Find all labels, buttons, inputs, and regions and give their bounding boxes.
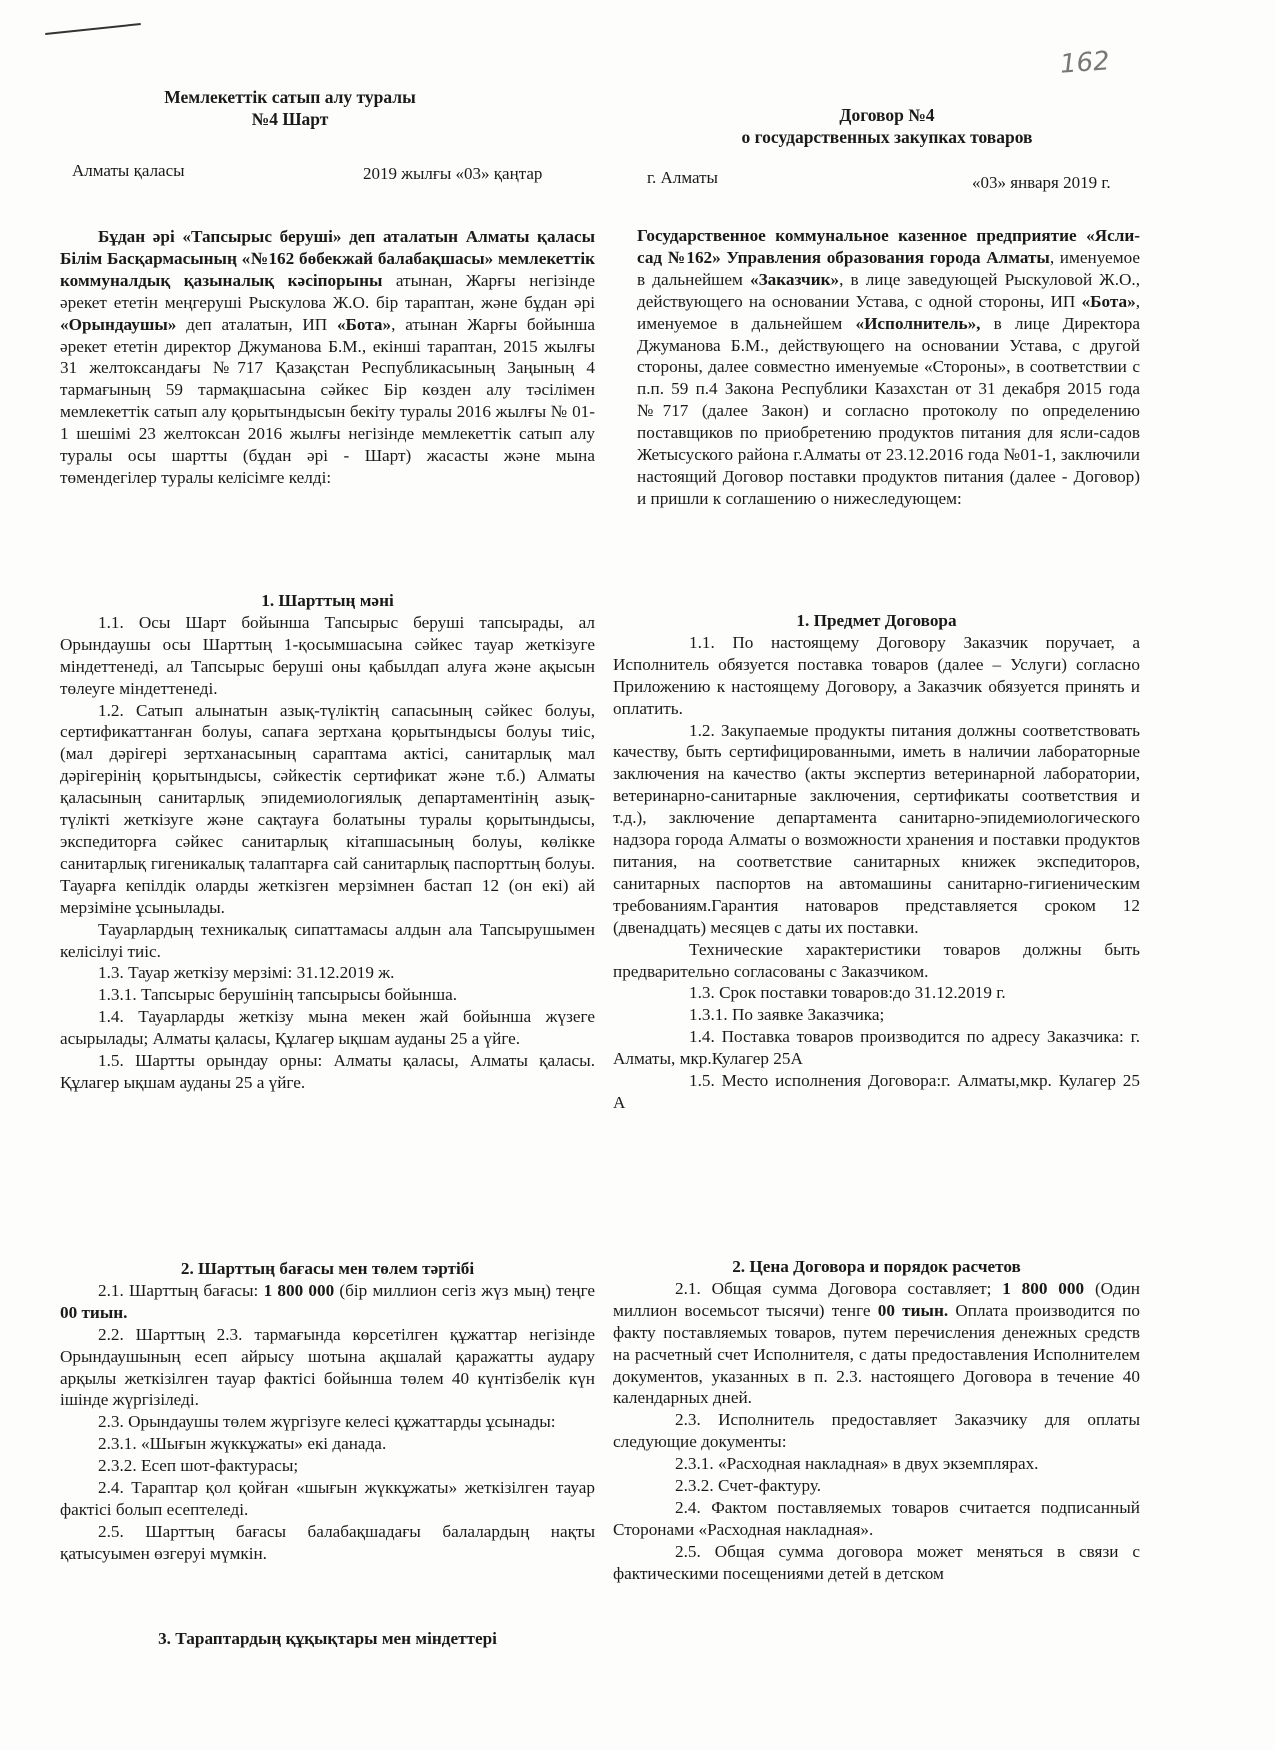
kz-preamble: [60, 226, 595, 489]
ru-section-1: [613, 610, 1140, 1114]
kz-sec1-title: 1. Шарттың мәні: [261, 591, 394, 610]
ru-sec2-title: 2. Цена Договора и порядок расчетов: [732, 1257, 1021, 1276]
kz-p2-5: 2.5. Шарттың бағасы балабақшадағы балалардың нақты қатысуымен өзгеруі мүмкін.: [60, 1521, 595, 1563]
ru-p2-3: 2.3. Исполнитель предоставляет Заказчику для оплаты следующие документы:: [613, 1410, 1140, 1452]
ru-city: г. Алматы: [647, 168, 718, 187]
ru-p1-1: 1.1. По настоящему Договору Заказчик поручает, а Исполнитель обязуется поставка товаров (далее – Услуги) согласно Приложению к настоящему Договору, а Заказчик обязуется принять и оплатить.: [613, 632, 1140, 718]
ru-p1-5: 1.5. Место исполнения Договора:г. Алматы,мкр. Кулагер 25 А: [613, 1071, 1140, 1112]
kz-preamble-bold: Бұдан әрі «Тапсырыс беруші» деп аталатын Алматы қаласы Білім Басқармасының «№162 бөбекжай балабақшасы» мемлекеттік коммуналдық қазыналық кәсіпорыны: [60, 227, 595, 290]
ru-p1-3-1: 1.3.1. По заявке Заказчика;: [689, 1005, 885, 1025]
ru-price-bold: 1 800 000: [1002, 1278, 1085, 1298]
kz-title: [120, 86, 460, 130]
kz-preamble-text1: атынан, Жарғы негізінде әрекет ететін меңгеруші Рыскулова Ж.О. бір тараптан, және бұдан әрі: [60, 270, 595, 312]
ru-sec1-title: 1. Предмет Договора: [796, 611, 957, 630]
kz-p2-3-1: 2.3.1. «Шығын жүккұжаты» екі данада.: [98, 1434, 387, 1454]
ru-preamble-text4: в лице Директора Джуманова Б.М., действующего на основании Устава, с другой стороны, далее совместно именуемые «Стороны», в соответствии с п.п. 59 п.4 Закона Республики Казахстан от 31 декабря 2015 года №717 (далее Закон) и согласно протоколу по определению поставщиков по приобретению продуктов питания для ясли-садов Жетысуского района г.Алматы от 23.12.2016 года №01-1, заключили настоящий Договор поставки продуктов питания (далее - Договор) и пришли к соглашению о нижеследующем:: [637, 313, 1140, 508]
ru-p1-2: 1.2. Закупаемые продукты питания должны соответствовать качеству, быть сертифицированными, иметь в наличии лабораторные заключения на качество (акты экспертиз ветеринарной лаборатории, ветеринарно-санитарные заключения, сертификаты соответствия и т.д.), заключение департамента санитарно-эпидемиологического надзора города Алматы о возможности хранения и поставки продуктов питания, на соответствие санитарных книжек экспедиторов, санитарных паспортов на автомашины санитарно-гигиеническим требованиям.Гарантия натоваров представляется сроком 12 (двенадцать) месяцев с даты их поставки.: [613, 720, 1140, 937]
kz-p1-3-1: 1.3.1. Тапсырыс берушінің тапсырысы бойынша.: [98, 985, 458, 1005]
kz-p1-5: 1.5. Шартты орындау орны: Алматы қаласы, Алматы қаласы. Құлагер ықшам ауданы 25 а үйге.: [60, 1051, 595, 1092]
kz-p2-1a: 2.1. Шарттың бағасы:: [98, 1280, 264, 1300]
ru-preamble-text1: , именуемое в дальнейшем: [637, 247, 1140, 289]
handwritten-page-number: 162: [1059, 46, 1111, 80]
kz-p1-3: 1.3. Тауар жеткізу мерзімі: 31.12.2019 ж.: [98, 963, 395, 983]
ru-executor-bold: «Исполнитель»,: [855, 313, 981, 333]
ru-p1-tech: Технические характеристики товаров должны быть предварительно согласованы с Заказчиком.: [613, 939, 1140, 981]
ru-title-line2: о государственных закупках товаров: [741, 127, 1033, 147]
kz-date: 2019 жылғы «03» қаңтар: [363, 164, 543, 183]
ru-tiyn-bold: 00 тиын.: [877, 1300, 949, 1320]
kz-city: Алматы қаласы: [72, 161, 185, 180]
kz-section-2: [60, 1258, 595, 1565]
ru-p2-1c: (Один миллион восемьсот тысячи) тенге: [613, 1278, 1140, 1320]
ru-p2-4: 2.4. Фактом поставляемых товаров считается подписанный Сторонами «Расходная накладная».: [613, 1497, 1140, 1539]
ru-customer-bold: Государственное коммунальное казенное предприятие «Ясли-сад №162» Управления образования города Алматы: [637, 226, 1140, 267]
ru-p2-3-1: 2.3.1. «Расходная накладная» в двух экземплярах.: [675, 1454, 1039, 1474]
ru-preamble-text2: , в лице заведующей Рыскуловой Ж.О., действующего на основании Устава, с одной стороны, ИП: [637, 269, 1141, 311]
kz-tiyn-bold: 00 тиын.: [60, 1302, 128, 1322]
ru-preamble: [637, 225, 1140, 510]
ru-p2-1a: 2.1. Общая сумма Договора составляет;: [675, 1278, 1003, 1298]
kz-p1-2: 1.2. Сатып алынатын азық-түліктің сапасының сәйкес болуы, сертификаттанған болуы, сапаға зертхана қорытындысы болуы тиіс, (мал дәрігері зертханасының сараптама актісі, санитарлық мал дәрігерінің қорытындысы, сәйкестік сертификат және т.б.) Алматы қаласының санитарлық эпидемиологиялық департаментінің азық-түлікті жеткізуге және сақтауға болатыны туралы қорытындысы, экспедиторға сәйкес санитарлық кітапшасының болуы, көлікке санитарлық гигеникалық талаптарға сай санитарлық паспорттың болуы. Тауарға кепілдік оларды жеткізген мерзімнен бастап 12 (он екі) ай мерзіміне ұсынылады.: [60, 700, 595, 917]
kz-preamble-text3: , атынан Жарғы бойынша әрекет ететін директор Джуманова Б.М., екінші тараптан, 2015 жылғы 31 желтоксандағы №717 Қазақстан Республикасының Заңының 4 тармағының 59 тармақшасына сәйкес Бір көзден алу тәсілімен мемлекеттік сатып алу қорытындысын бекіту туралы 2016 жылғы № 01-1 шешімі 23 желтоксан 2016 жылғы негізінде мемлекеттік сатып алу туралы осы шартты (бұдан әрі - Шарт) жасасты және мына төмендегілер туралы келісімге келді:: [60, 314, 595, 487]
kz-p1-4: 1.4. Тауарларды жеткізу мына мекен жай бойынша жүзеге асырылады; Алматы қаласы, Құлагер ықшам ауданы 25 а үйге.: [60, 1007, 595, 1049]
ru-date: «03» января 2019 г.: [972, 173, 1111, 192]
ru-preamble-text3: , именуемое в дальнейшем: [637, 291, 1140, 333]
ru-p1-4: 1.4. Поставка товаров производится по адресу Заказчика: г. Алматы, мкр.Кулагер 25А: [613, 1027, 1140, 1069]
ru-title-line1: Договор №4: [839, 105, 935, 125]
kz-p1-1: 1.1. Осы Шарт бойынша Тапсырыс беруші тапсырады, ал Орындаушы осы Шарттың 1-қосымшасына сәйкес тауар жеткізуге міндеттенеді, ал Тапсырыс беруші оны қабылдап алуға және ақысын төлеуге міндеттенеді.: [60, 612, 595, 698]
kz-price-bold: 1 800 000: [263, 1280, 335, 1300]
kz-p1-tech: Тауарлардың техникалық сипаттамасы алдын ала Тапсырушымен келісілуі тиіс.: [60, 919, 595, 961]
ru-p2-5: 2.5. Общая сумма договора может меняться в связи с фактическими посещениями детей в детском: [613, 1541, 1140, 1583]
ru-section-2: [613, 1256, 1140, 1585]
kz-sec2-title: 2. Шарттың бағасы мен төлем тәртібі: [180, 1259, 475, 1278]
kz-executor-bold: «Орындаушы»: [60, 314, 177, 334]
ru-bota-bold: «Бота»: [1081, 291, 1136, 311]
kz-sec3-title: 3. Тараптардың құқықтары мен міндеттері: [158, 1629, 497, 1648]
kz-p2-3-2: 2.3.2. Есеп шот-фактурасы;: [98, 1456, 299, 1476]
ru-zakazchik-bold: «Заказчик»: [750, 269, 840, 289]
kz-section-1: [60, 590, 595, 1094]
kz-p2-4: 2.4. Тараптар қол қойған «шығын жүккұжаты» жеткізілген тауар фактісі болып есептеледі.: [60, 1478, 595, 1519]
kz-p2-2: 2.2. Шарттың 2.3. тармағында көрсетілген құжаттар негізінде Орындаушының есеп айрысу шотына ақшалай қаражатты аудару арқылы жеткізілген тауар фактісі бойынша төлем 40 күнтізбелік күн ішінде жүргізіледі.: [60, 1324, 595, 1410]
kz-title-line2: №4 Шарт: [251, 109, 329, 129]
kz-bota-bold: «Бота»: [336, 314, 392, 334]
kz-preamble-text2: деп аталатын, ИП: [176, 314, 337, 334]
kz-title-line1: Мемлекеттік сатып алу туралы: [164, 87, 416, 107]
ru-p1-3: 1.3. Срок поставки товаров:до 31.12.2019 г.: [689, 983, 1006, 1003]
pen-mark: [45, 23, 141, 35]
kz-p2-1c: (бір миллион сегіз жүз мың) теңге: [334, 1280, 596, 1300]
ru-p2-3-2: 2.3.2. Счет-фактуру.: [675, 1476, 822, 1496]
ru-title: [687, 104, 1087, 148]
kz-p2-3: 2.3. Орындаушы төлем жүргізуге келесі құжаттарды ұсынады:: [98, 1412, 556, 1432]
ru-p2-1e: Оплата производится по факту поставляемых товаров, путем перечисления денежных средств на расчетный счет Исполнителя, с даты предоставления Исполнителем документов, указанных в п. 2.3. настоящего Договора в течение 40 календарных дней.: [613, 1300, 1140, 1408]
